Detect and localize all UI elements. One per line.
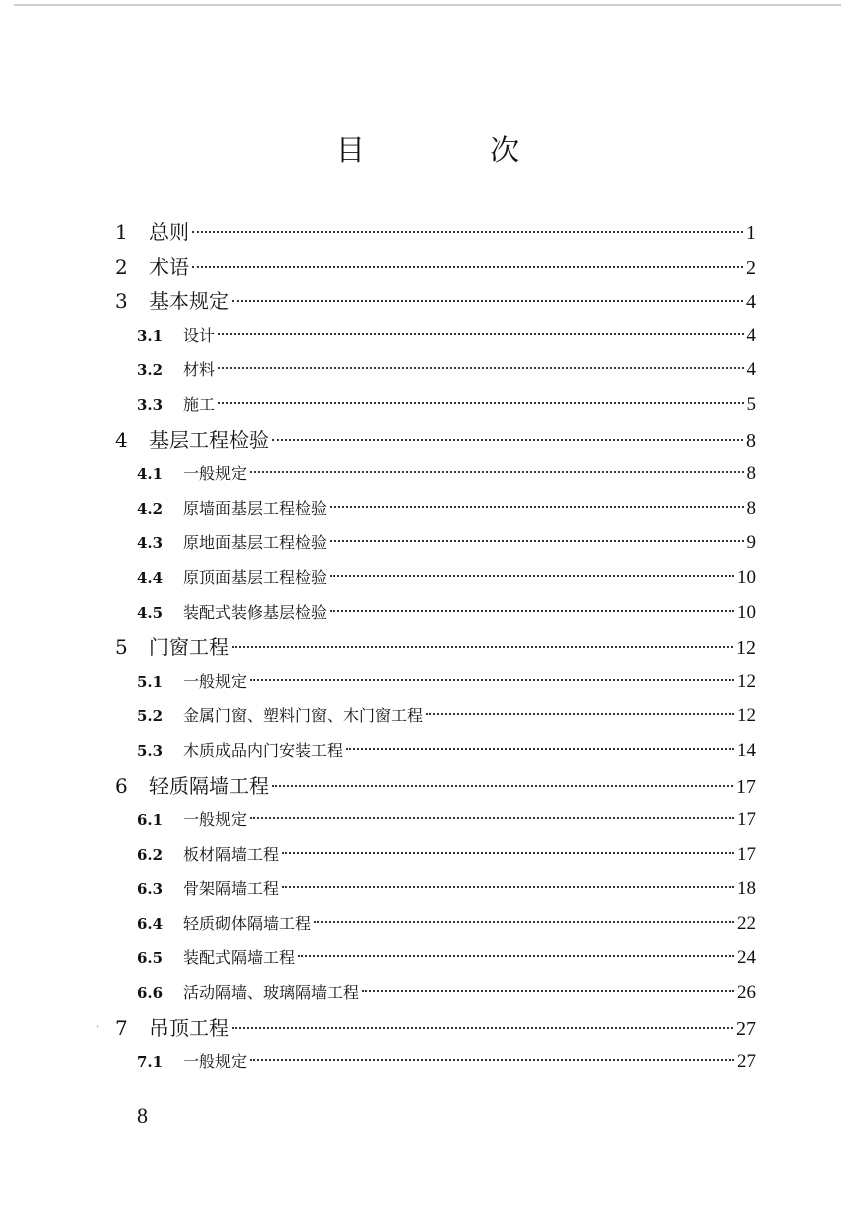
toc-section-entry[interactable] (113, 1045, 756, 1080)
toc-entry-title: 原墙面基层工程检验 (183, 498, 328, 518)
dot-leader (232, 1027, 733, 1029)
toc-entry-number: 6 (115, 773, 128, 798)
toc-entry-page: 17 (737, 843, 756, 865)
dot-leader (250, 471, 743, 473)
dot-leader (298, 955, 734, 957)
toc-entry-title: 一般规定 (183, 671, 248, 691)
toc-chapter-entry[interactable] (113, 250, 756, 285)
toc-entry-page: 10 (737, 566, 756, 588)
toc-entry-page: 22 (737, 912, 756, 934)
dot-leader (272, 785, 733, 787)
toc-section-entry[interactable] (113, 907, 756, 942)
toc-entry-number: 4.3 (137, 534, 164, 553)
dot-leader (282, 886, 734, 888)
toc-section-entry[interactable] (113, 561, 756, 596)
toc-entry-page: 2 (746, 256, 756, 279)
toc-section-entry[interactable] (113, 457, 756, 492)
toc-entry-number: 6.5 (137, 949, 164, 968)
toc-entry-page: 1 (746, 222, 756, 244)
toc-entry-title: 设计 (183, 325, 216, 345)
toc-entry-page: 12 (737, 705, 756, 727)
dot-leader (282, 852, 734, 854)
toc-section-entry[interactable] (113, 319, 756, 354)
toc-entry-page: 27 (737, 1051, 756, 1073)
page-number: 8 (137, 1103, 148, 1128)
toc-entry-page: 14 (737, 739, 756, 761)
toc-entry-number: 1 (115, 220, 128, 244)
toc-entry-page: 4 (746, 291, 756, 314)
toc-section-entry[interactable] (113, 526, 756, 561)
dot-leader (314, 921, 734, 923)
toc-entry-number: 5.1 (137, 672, 164, 691)
toc-entry-title: 施工 (183, 394, 216, 414)
toc-entry-title: 基本规定 (149, 289, 229, 314)
toc-entry-title: 一般规定 (183, 1052, 248, 1072)
toc-entry-number: 4.2 (137, 499, 164, 518)
toc-entry-title: 金属门窗、塑料门窗、木门窗工程 (183, 706, 424, 726)
dot-leader (346, 748, 734, 750)
dot-leader (218, 367, 743, 369)
toc-entry-title: 基层工程检验 (149, 427, 269, 452)
dot-leader (330, 540, 743, 542)
toc-entry-page: 10 (737, 601, 756, 623)
dot-leader (426, 713, 734, 715)
toc-section-entry[interactable] (113, 803, 756, 838)
toc-entry-title: 术语 (149, 254, 189, 279)
dot-leader (192, 231, 743, 233)
toc-section-entry[interactable] (113, 492, 756, 527)
toc-chapter-entry[interactable] (113, 423, 756, 458)
toc-section-entry[interactable] (113, 872, 756, 907)
toc-entry-number: 4.1 (137, 465, 164, 484)
toc-entry-title: 装配式装修基层检验 (183, 602, 328, 622)
toc-entry-page: 5 (746, 393, 756, 415)
toc-entry-page: 27 (736, 1017, 756, 1040)
dot-leader (250, 817, 734, 819)
toc-entry-number: 3.1 (137, 326, 164, 345)
toc-entry-number: 2 (115, 254, 128, 279)
toc-section-entry[interactable] (113, 596, 756, 631)
toc-entry-title: 一般规定 (183, 464, 248, 484)
toc-entry-page: 8 (746, 497, 756, 519)
dot-leader (218, 402, 743, 404)
toc-entry-number: 6.6 (137, 984, 164, 1003)
toc-entry-number: 3.3 (137, 395, 164, 414)
toc-entry-page: 4 (746, 324, 756, 346)
toc-entry-page: 12 (737, 670, 756, 692)
toc-entry-title: 轻质砌体隔墙工程 (183, 913, 312, 933)
toc-entry-number: 3 (115, 289, 128, 314)
toc-section-entry[interactable] (113, 699, 756, 734)
toc-entry-title: 吊顶工程 (149, 1015, 229, 1040)
toc-section-entry[interactable] (113, 838, 756, 873)
toc-entry-number: 5.2 (137, 707, 164, 726)
toc-entry-number: 7 (115, 1015, 128, 1040)
margin-mark: · (96, 1022, 100, 1033)
toc-section-entry[interactable] (113, 976, 756, 1011)
toc-section-entry[interactable] (113, 734, 756, 769)
table-of-contents (113, 215, 756, 1080)
top-edge-rule (14, 4, 841, 6)
toc-entry-page: 18 (737, 878, 756, 900)
toc-entry-page: 9 (746, 532, 756, 554)
toc-entry-number: 7.1 (137, 1053, 164, 1072)
dot-leader (330, 506, 743, 508)
page-title: 目 次 (335, 133, 578, 167)
toc-chapter-entry[interactable] (113, 215, 756, 250)
toc-entry-title: 板材隔墙工程 (183, 844, 280, 864)
toc-entry-page: 8 (746, 429, 756, 452)
toc-entry-number: 4.5 (137, 603, 164, 622)
toc-section-entry[interactable] (113, 388, 756, 423)
toc-entry-title: 轻质隔墙工程 (149, 773, 269, 798)
dot-leader (362, 990, 734, 992)
toc-chapter-entry[interactable] (113, 769, 756, 804)
toc-entry-number: 4 (115, 427, 128, 452)
toc-entry-title: 木质成品内门安装工程 (183, 740, 344, 760)
toc-chapter-entry[interactable] (113, 630, 756, 665)
toc-entry-title: 总则 (149, 220, 189, 244)
toc-entry-number: 5 (115, 635, 128, 660)
toc-chapter-entry[interactable] (113, 1011, 756, 1046)
toc-entry-number: 4.4 (137, 568, 164, 587)
toc-entry-number: 6.2 (137, 845, 164, 864)
toc-entry-title: 装配式隔墙工程 (183, 948, 296, 968)
dot-leader (192, 266, 743, 268)
toc-entry-title: 材料 (183, 360, 216, 380)
dot-leader (232, 300, 743, 302)
toc-entry-title: 一般规定 (183, 810, 248, 830)
toc-section-entry[interactable] (113, 665, 756, 700)
toc-entry-title: 骨架隔墙工程 (183, 879, 280, 899)
dot-leader (330, 610, 734, 612)
toc-entry-number: 6.1 (137, 811, 164, 830)
dot-leader (218, 333, 743, 335)
dot-leader (330, 575, 734, 577)
toc-entry-page: 12 (736, 637, 756, 660)
toc-entry-title: 原顶面基层工程检验 (183, 567, 328, 587)
dot-leader (232, 646, 733, 648)
dot-leader (250, 679, 734, 681)
toc-section-entry[interactable] (113, 353, 756, 388)
toc-entry-page: 26 (737, 982, 756, 1004)
toc-section-entry[interactable] (113, 941, 756, 976)
toc-entry-number: 6.3 (137, 880, 164, 899)
toc-entry-page: 17 (736, 775, 756, 798)
toc-entry-page: 4 (746, 359, 756, 381)
toc-entry-number: 5.3 (137, 741, 164, 760)
toc-entry-number: 6.4 (137, 914, 164, 933)
toc-entry-title: 活动隔墙、玻璃隔墙工程 (183, 983, 360, 1003)
dot-leader (272, 439, 743, 441)
toc-entry-title: 门窗工程 (149, 635, 229, 660)
toc-chapter-entry[interactable] (113, 284, 756, 319)
dot-leader (250, 1059, 734, 1061)
toc-entry-page: 17 (737, 809, 756, 831)
toc-entry-page: 24 (737, 947, 756, 969)
toc-entry-number: 3.2 (137, 361, 164, 380)
toc-entry-title: 原地面基层工程检验 (183, 533, 328, 553)
toc-entry-page: 8 (746, 463, 756, 485)
